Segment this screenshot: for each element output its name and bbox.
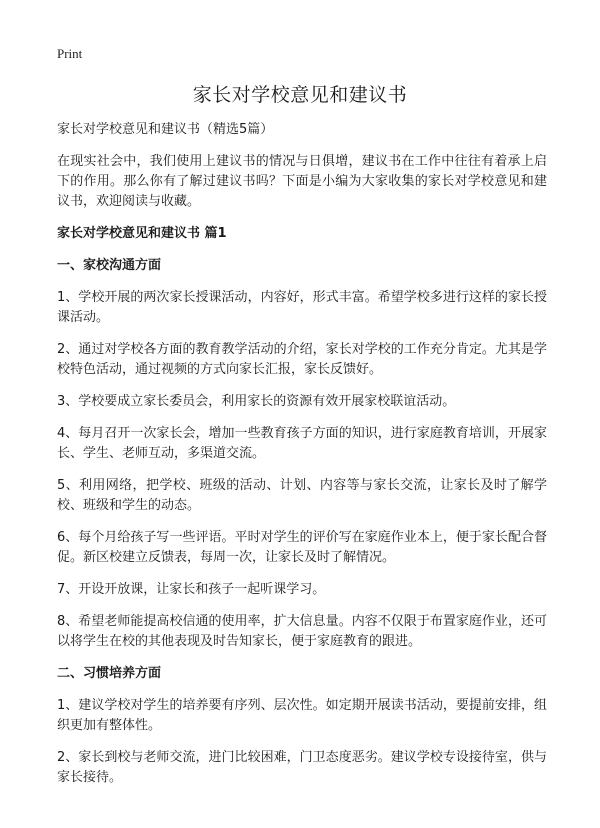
list-item: 6、每个月给孩子写一些评语。平时对学生的评价写在家庭作业本上，便于家长配合督促。新区校建立反馈表，每周一次，让家长及时了解情况。 [57,530,547,565]
list-item: 1、建议学校对学生的培养要有序列、层次性。如定期开展读书活动，要提前安排，组织更加有整体性。 [57,698,547,733]
section-heading-habits: 二、习惯培养方面 [57,666,162,681]
print-link[interactable]: Print [57,46,83,61]
document-subtitle: 家长对学校意见和建议书（精选5篇） [57,122,274,137]
list-item: 7、开设开放课，让家长和孩子一起听课学习。 [57,582,326,597]
article-heading: 家长对学校意见和建议书 篇1 [57,226,227,241]
list-item: 4、每月召开一次家长会，增加一些教育孩子方面的知识，进行家庭教育培训，开展家长、学生、老师互动，多渠道交流。 [57,426,547,461]
list-item: 2、家长到校与老师交流，进门比较困难，门卫态度恶劣。建议学校专设接待室，供与家长接待。 [57,750,547,785]
list-item: 8、希望老师能提高校信通的使用率，扩大信息量。内容不仅限于布置家庭作业，还可以将学生在校的其他表现及时告知家长，便于家庭教育的跟进。 [57,614,547,649]
document-body [57,120,547,800]
document-title: 家长对学校意见和建议书 [192,84,408,106]
section-heading-communication: 一、家校沟通方面 [57,258,162,273]
list-item: 2、通过对学校各方面的教育教学活动的介绍，家长对学校的工作充分肯定。尤其是学校特色活动，通过视频的方式向家长汇报，家长反馈好。 [57,342,547,377]
list-item: 3、学校要成立家长委员会，利用家长的资源有效开展家校联谊活动。 [57,394,456,409]
intro-paragraph: 在现实社会中，我们使用上建议书的情况与日俱增，建议书在工作中往往有着承上启下的作用。那么你有了解过建议书吗？下面是小编为大家收集的家长对学校意见和建议书，欢迎阅读与收藏。 [57,154,547,209]
list-item: 5、利用网络，把学校、班级的活动、计划、内容等与家长交流，让家长及时了解学校、班级和学生的动态。 [57,478,547,513]
list-item: 1、学校开展的两次家长授课活动，内容好，形式丰富。希望学校多进行这样的家长授课活动。 [57,290,547,325]
